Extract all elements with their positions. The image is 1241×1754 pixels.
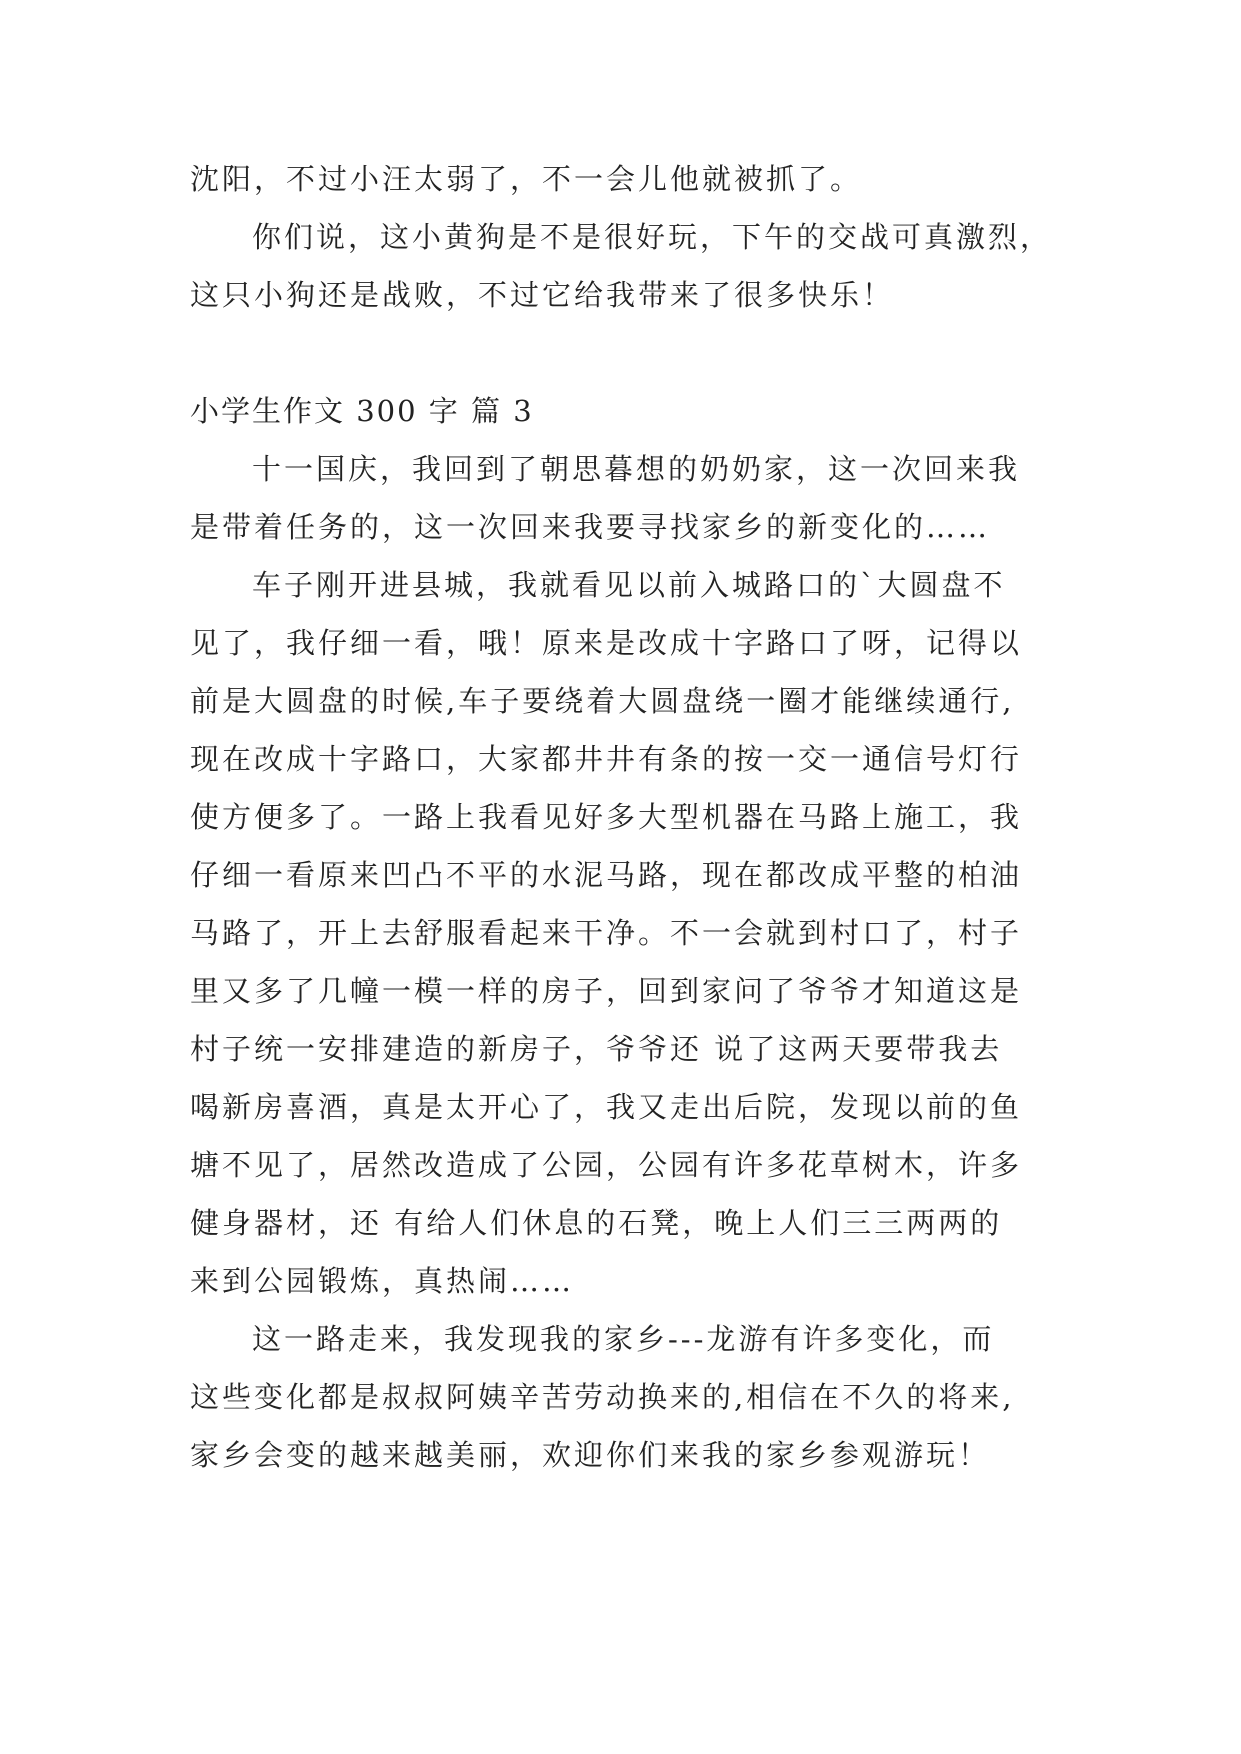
text-line: 沈阳，不过小汪太弱了，不一会儿他就被抓了。 bbox=[190, 162, 863, 196]
text-line: 使方便多了。一路上我看见好多大型机器在马路上施工，我 bbox=[190, 800, 1023, 834]
text-line: 里又多了几幢一模一样的房子，回到家问了爷爷才知道这是 bbox=[190, 974, 1023, 1008]
text-line: 健身器材，还 有给人们休息的石凳，晚上人们三三两两的 bbox=[190, 1206, 1003, 1240]
text-line: 车子刚开进县城，我就看见以前入城路口的`大圆盘不 bbox=[252, 568, 1006, 602]
text-line: 来到公园锻炼，真热闹…… bbox=[190, 1264, 575, 1298]
text-line: 这些变化都是叔叔阿姨辛苦劳动换来的,相信在不久的将来, bbox=[190, 1380, 1015, 1414]
text-line: 前是大圆盘的时候,车子要绕着大圆盘绕一圈才能继续通行, bbox=[190, 684, 1015, 718]
text-line: 你们说，这小黄狗是不是很好玩，下午的交战可真激烈， bbox=[252, 220, 1053, 254]
text-line: 马路了，开上去舒服看起来干净。不一会就到村口了，村子 bbox=[190, 916, 1023, 950]
text-line: 这一路走来，我发现我的家乡---龙游有许多变化，而 bbox=[252, 1322, 995, 1356]
section-gap bbox=[190, 324, 1060, 382]
text-line: 是带着任务的，这一次回来我要寻找家乡的新变化的…… bbox=[190, 510, 991, 544]
text-line: 喝新房喜酒，真是太开心了，我又走出后院，发现以前的鱼 bbox=[190, 1090, 1023, 1124]
section-heading: 小学生作文 300 字 篇 3 bbox=[190, 394, 534, 428]
text-line: 家乡会变的越来越美丽，欢迎你们来我的家乡参观游玩！ bbox=[190, 1438, 991, 1472]
text-line: 现在改成十字路口，大家都井井有条的按一交一通信号灯行 bbox=[190, 742, 1023, 776]
text-line: 塘不见了，居然改造成了公园，公园有许多花草树木，许多 bbox=[190, 1148, 1023, 1182]
text-line: 仔细一看原来凹凸不平的水泥马路，现在都改成平整的柏油 bbox=[190, 858, 1023, 892]
text-line: 十一国庆，我回到了朝思暮想的奶奶家，这一次回来我 bbox=[252, 452, 1021, 486]
text-line: 这只小狗还是战败，不过它给我带来了很多快乐！ bbox=[190, 278, 895, 312]
text-line: 见了，我仔细一看，哦！原来是改成十字路口了呀，记得以 bbox=[190, 626, 1023, 660]
text-line: 村子统一安排建造的新房子，爷爷还 说了这两天要带我去 bbox=[190, 1032, 1003, 1066]
document-page bbox=[190, 150, 1060, 1484]
